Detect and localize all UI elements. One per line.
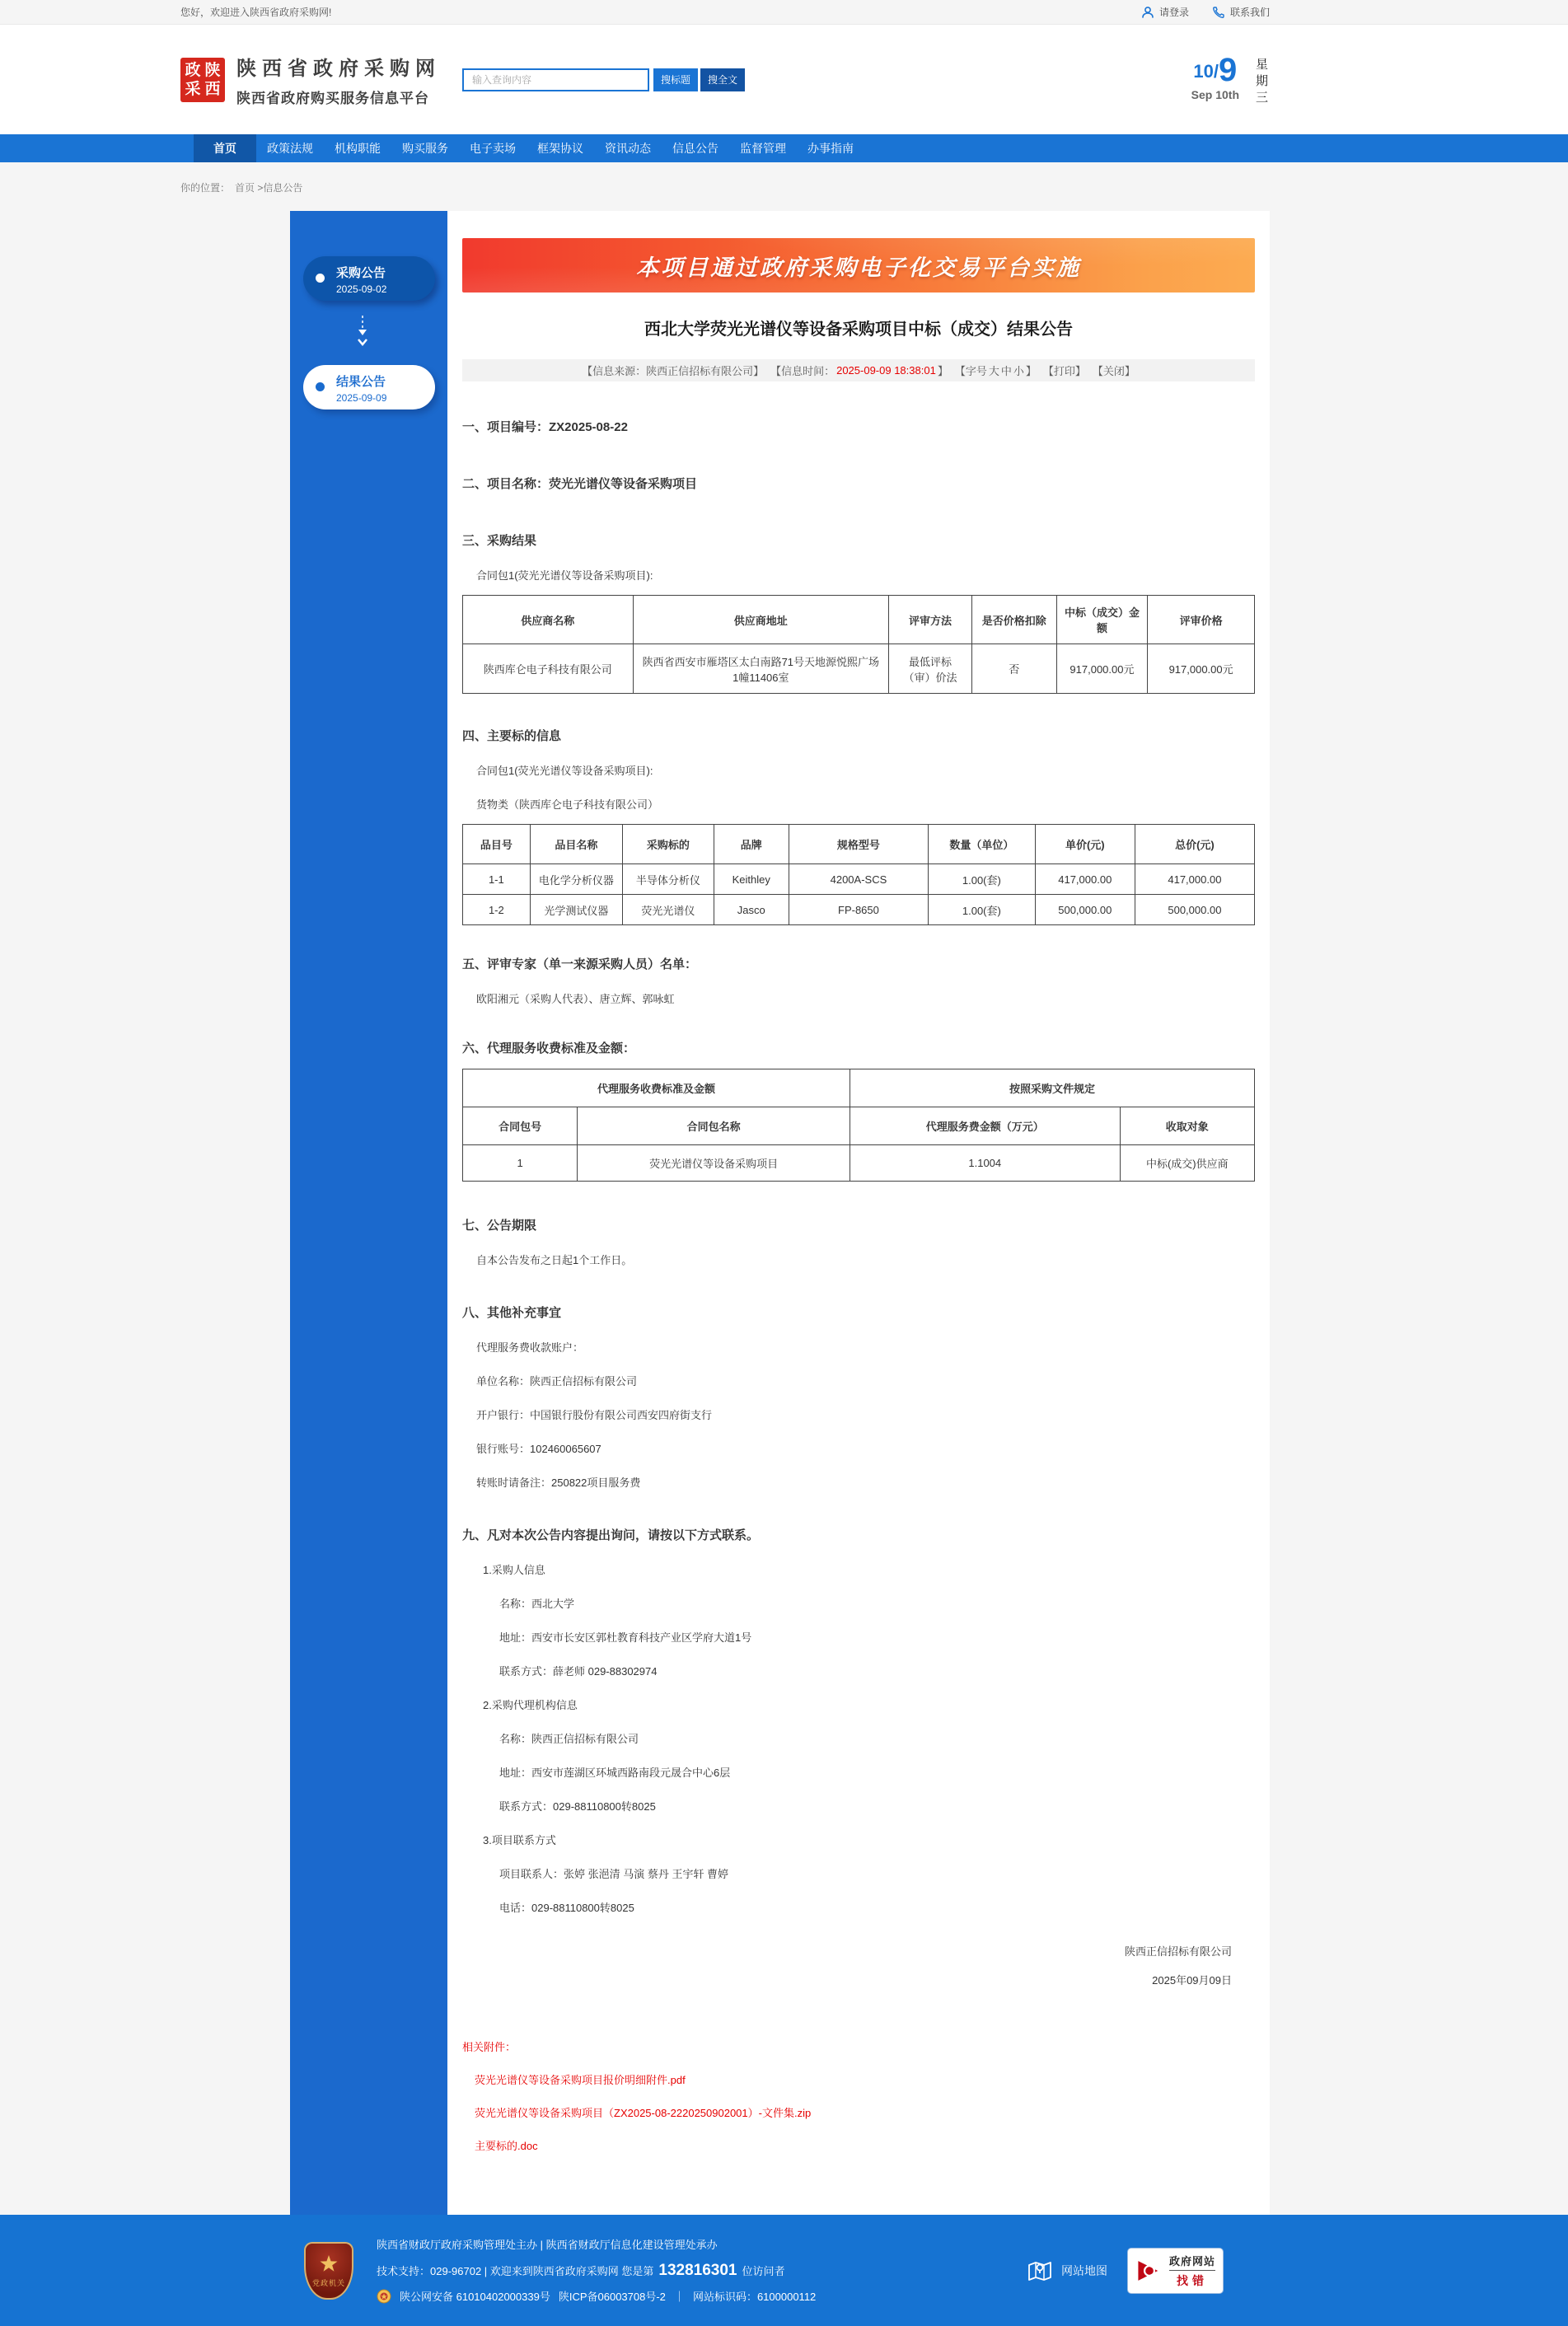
agency-fee-table bbox=[462, 1069, 1255, 1182]
contact-link[interactable] bbox=[1212, 5, 1270, 19]
experts-line: 欧阳湘元（采购人代表）、唐立辉、郭咏虹 bbox=[476, 993, 675, 1005]
search-fulltext-button[interactable]: 搜全文 bbox=[700, 68, 745, 91]
timeline-arrow-icon bbox=[290, 315, 435, 353]
account-line: 单位名称：陕西正信招标有限公司 bbox=[476, 1375, 638, 1388]
search-input[interactable] bbox=[462, 68, 649, 91]
contact-group-title: 1.采购人信息 bbox=[483, 1564, 545, 1576]
table-row: 陕西库仑电子科技有限公司 陕西省西安市雁塔区太白南路71号天地源悦熙广场1幢11406室 最低评标（审）价法 否 917,000.00元 917,000.00元 bbox=[463, 644, 1255, 694]
section-5-heading: 五、评审专家（单一来源采购人员）名单： bbox=[462, 957, 698, 971]
section-4-heading: 四、主要标的信息 bbox=[462, 729, 562, 743]
nav-item-announcements[interactable]: 信息公告 bbox=[672, 142, 718, 155]
nav-item-guide[interactable]: 办事指南 bbox=[807, 142, 854, 155]
nav-item-home[interactable]: 首页 bbox=[194, 134, 256, 162]
project-name: 荧光光谱仪等设备采购项目 bbox=[549, 477, 698, 491]
site-title bbox=[236, 52, 441, 107]
attachment-link-doc[interactable]: 主要标的.doc bbox=[475, 2140, 538, 2152]
signature-date: 2025年09月09日 bbox=[1152, 1974, 1232, 1987]
page-body bbox=[0, 162, 1568, 2326]
account-line: 转账时请备注：250822项目服务费 bbox=[476, 1477, 641, 1489]
table-header-row: 合同包号 合同包名称 代理服务费金额（万元） 收取对象 bbox=[463, 1107, 1255, 1145]
close-button[interactable]: 【关闭】 bbox=[1092, 365, 1135, 377]
package-line: 合同包1(荧光光谱仪等设备采购项目): bbox=[476, 765, 653, 777]
contact-group-title: 2.采购代理机构信息 bbox=[483, 1699, 578, 1711]
table-group-header-row: 代理服务收费标准及金额 按照采购文件规定 bbox=[463, 1069, 1255, 1107]
police-beian-link[interactable]: 陕公网安备 61010402000339号 bbox=[400, 2290, 550, 2303]
date-month: 10/ bbox=[1193, 61, 1219, 82]
table-header-row: 品目号 品目名称 采购标的 品牌 规格型号 数量（单位） 单价(元) 总价(元) bbox=[463, 825, 1255, 864]
nav-item-purchase-services[interactable]: 购买服务 bbox=[402, 142, 448, 155]
search-title-button[interactable]: 搜标题 bbox=[653, 68, 698, 91]
step-dot-icon bbox=[316, 274, 325, 283]
footer-right bbox=[1027, 2248, 1270, 2294]
site-name: 陕西省政府采购网 bbox=[236, 58, 441, 80]
article-main bbox=[447, 211, 1270, 2215]
login-link[interactable] bbox=[1141, 5, 1189, 19]
project-number: ZX2025-08-22 bbox=[549, 420, 628, 434]
category-line: 货物类（陕西库仑电子科技有限公司） bbox=[476, 798, 659, 811]
content-row bbox=[290, 211, 1270, 2215]
package-line: 合同包1(荧光光谱仪等设备采购项目): bbox=[476, 569, 653, 582]
gov-site-error-report-badge[interactable] bbox=[1127, 2248, 1224, 2294]
contact-line: 联系方式：薛老师 029-88302974 bbox=[499, 1665, 658, 1678]
footer-line-beian: 陕公网安备 61010402000339号 陕ICP备06003708号-2 ｜ 网站标识码：6100000112 bbox=[377, 2284, 816, 2310]
footer-line-organizer: 陕西省财政厅政府采购管理处主办 | 陕西省财政厅信息化建设管理处承办 bbox=[377, 2238, 718, 2251]
table-row: 1 荧光光谱仪等设备采购项目 1.1004 中标(成交)供应商 bbox=[463, 1145, 1255, 1182]
site-footer bbox=[0, 2215, 1568, 2326]
contact-line: 地址：西安市长安区郭杜教育科技产业区学府大道1号 bbox=[499, 1631, 752, 1644]
account-line: 银行账号：102460065607 bbox=[476, 1443, 601, 1455]
breadcrumb-prefix: 你的位置： bbox=[180, 182, 231, 194]
sitemap-link[interactable]: 网站地图 bbox=[1027, 2259, 1107, 2282]
timeline-sidebar bbox=[290, 211, 447, 2215]
date-day: 9 bbox=[1218, 52, 1238, 88]
phone-icon bbox=[1212, 6, 1225, 19]
site-code: 网站标识码：6100000112 bbox=[692, 2290, 817, 2303]
footer-line-support: 技术支持：029-96702 | 欢迎来到陕西省政府采购网 您是第 132816301 位访问者 bbox=[377, 2261, 785, 2279]
date-widget bbox=[1191, 53, 1270, 106]
table-header-row: 供应商名称 供应商地址 评审方法 是否价格扣除 中标（成交）金额 评审价格 bbox=[463, 596, 1255, 644]
attachment-link-zip[interactable]: 荧光光谱仪等设备采购项目（ZX2025-08-2220250902001）-文件集.zip bbox=[475, 2107, 812, 2119]
attachments-title: 相关附件： bbox=[462, 2041, 517, 2053]
article-title: 西北大学荧光光谱仪等设备采购项目中标（成交）结果公告 bbox=[644, 321, 1073, 339]
user-icon bbox=[1141, 6, 1154, 19]
main-nav bbox=[0, 134, 1568, 162]
nav-item-policies[interactable]: 政策法规 bbox=[267, 142, 313, 155]
welcome-text: 您好，欢迎进入陕西省政府采购网! bbox=[180, 7, 332, 18]
nav-item-news[interactable]: 资讯动态 bbox=[605, 142, 651, 155]
contact-line: 电话：029-88110800转8025 bbox=[499, 1902, 634, 1914]
map-icon bbox=[1027, 2259, 1052, 2282]
timeline-step-procurement-announcement[interactable]: 采购公告 2025-09-02 bbox=[303, 256, 435, 301]
contact-line: 地址：西安市莲湖区环城西路南段元晟合中心6层 bbox=[499, 1767, 731, 1779]
signature-company: 陕西正信招标有限公司 bbox=[1124, 1945, 1232, 1958]
site-subtitle: 陕西省政府购买服务信息平台 bbox=[236, 91, 429, 106]
timeline-step-result-announcement[interactable]: 结果公告 2025-09-09 bbox=[303, 365, 435, 410]
attachment-link-pdf[interactable]: 荧光光谱仪等设备采购项目报价明细附件.pdf bbox=[475, 2074, 686, 2086]
section-8-heading: 八、其他补充事宜 bbox=[462, 1306, 562, 1320]
nav-item-framework[interactable]: 框架协议 bbox=[537, 142, 583, 155]
police-badge-icon bbox=[377, 2289, 391, 2304]
contact-line: 名称：西北大学 bbox=[499, 1598, 575, 1610]
site-header bbox=[0, 25, 1568, 134]
step-dot-icon bbox=[316, 382, 325, 391]
section-1-heading: 一、项目编号：ZX2025-08-22 bbox=[462, 420, 628, 434]
footer-text-block bbox=[377, 2232, 816, 2310]
section-2-heading: 二、项目名称：荧光光谱仪等设备采购项目 bbox=[462, 477, 698, 491]
contact-line: 名称：陕西正信招标有限公司 bbox=[499, 1733, 639, 1745]
notice-period-line: 自本公告发布之日起1个工作日。 bbox=[476, 1254, 633, 1266]
font-size-small[interactable]: 小 bbox=[1013, 365, 1024, 377]
contact-label: 联系我们 bbox=[1229, 7, 1270, 18]
contact-line: 联系方式：029-88110800转8025 bbox=[499, 1800, 656, 1813]
font-size-large[interactable]: 大 bbox=[988, 365, 999, 377]
table-row: 1-1 电化学分析仪器 半导体分析仪 Keithley 4200A-SCS 1.00(套) 417,000.00 417,000.00 bbox=[463, 864, 1255, 895]
date-weekday: 星期三 bbox=[1256, 58, 1269, 105]
table-row: 1-2 光学测试仪器 荧光光谱仪 Jasco FP-8650 1.00(套) 500,000.00 500,000.00 bbox=[463, 895, 1255, 925]
meta-time: 2025-09-09 18:38:01 bbox=[836, 364, 936, 377]
topbar bbox=[0, 0, 1568, 25]
contact-group-title: 3.项目联系方式 bbox=[483, 1834, 556, 1846]
site-logo[interactable]: 政 陕 采 西 bbox=[180, 58, 225, 102]
nav-item-functions[interactable]: 机构职能 bbox=[335, 142, 381, 155]
breadcrumb-home[interactable]: 首页 bbox=[235, 182, 255, 194]
etrade-platform-banner: 本项目通过政府采购电子化交易平台实施 bbox=[462, 238, 1255, 293]
account-line: 代理服务费收款账户： bbox=[476, 1341, 584, 1354]
search-bar bbox=[462, 68, 745, 91]
items-table bbox=[462, 824, 1255, 925]
section-7-heading: 七、公告期限 bbox=[462, 1219, 537, 1233]
visitor-count: 132816301 bbox=[658, 2261, 737, 2279]
topbar-links bbox=[1141, 5, 1270, 19]
nav-item-supervision[interactable]: 监督管理 bbox=[740, 142, 786, 155]
icp-beian-link[interactable]: 陕ICP备06003708号-2 bbox=[558, 2290, 666, 2303]
login-label: 请登录 bbox=[1158, 7, 1189, 18]
contact-line: 项目联系人：张婷 张浥清 马演 蔡丹 王宇轩 曹婷 bbox=[499, 1868, 729, 1880]
supplier-result-table bbox=[462, 595, 1255, 694]
signature-block bbox=[462, 1943, 1255, 1987]
emblem-star-icon bbox=[318, 2253, 339, 2275]
section-3-heading: 三、采购结果 bbox=[462, 534, 537, 548]
date-english: Sep 10th bbox=[1191, 88, 1239, 101]
party-government-emblem: 党政机关 bbox=[304, 2242, 353, 2300]
meta-source: 【信息来源：陕西正信招标有限公司】 bbox=[582, 365, 765, 377]
error-report-icon bbox=[1135, 2257, 1163, 2285]
badge-text: 政府网站 找错 bbox=[1168, 2254, 1215, 2287]
section-6-heading: 六、代理服务收费标准及金额： bbox=[462, 1041, 636, 1055]
article-meta-bar: 【信息来源：陕西正信招标有限公司】 【信息时间： 2025-09-09 18:38:01 】 【字号 大 中 小 】 【打印】 【关闭】 bbox=[462, 359, 1255, 381]
nav-item-e-market[interactable]: 电子卖场 bbox=[470, 142, 516, 155]
breadcrumb-current[interactable]: 信息公告 bbox=[263, 182, 303, 194]
section-9-heading: 九、凡对本次公告内容提出询问，请按以下方式联系。 bbox=[462, 1528, 760, 1542]
font-size-medium[interactable]: 中 bbox=[1000, 365, 1012, 377]
print-button[interactable]: 【打印】 bbox=[1042, 365, 1086, 377]
breadcrumb: 你的位置： 首页 >信息公告 bbox=[180, 182, 303, 194]
account-line: 开户银行：中国银行股份有限公司西安四府街支行 bbox=[476, 1409, 713, 1421]
